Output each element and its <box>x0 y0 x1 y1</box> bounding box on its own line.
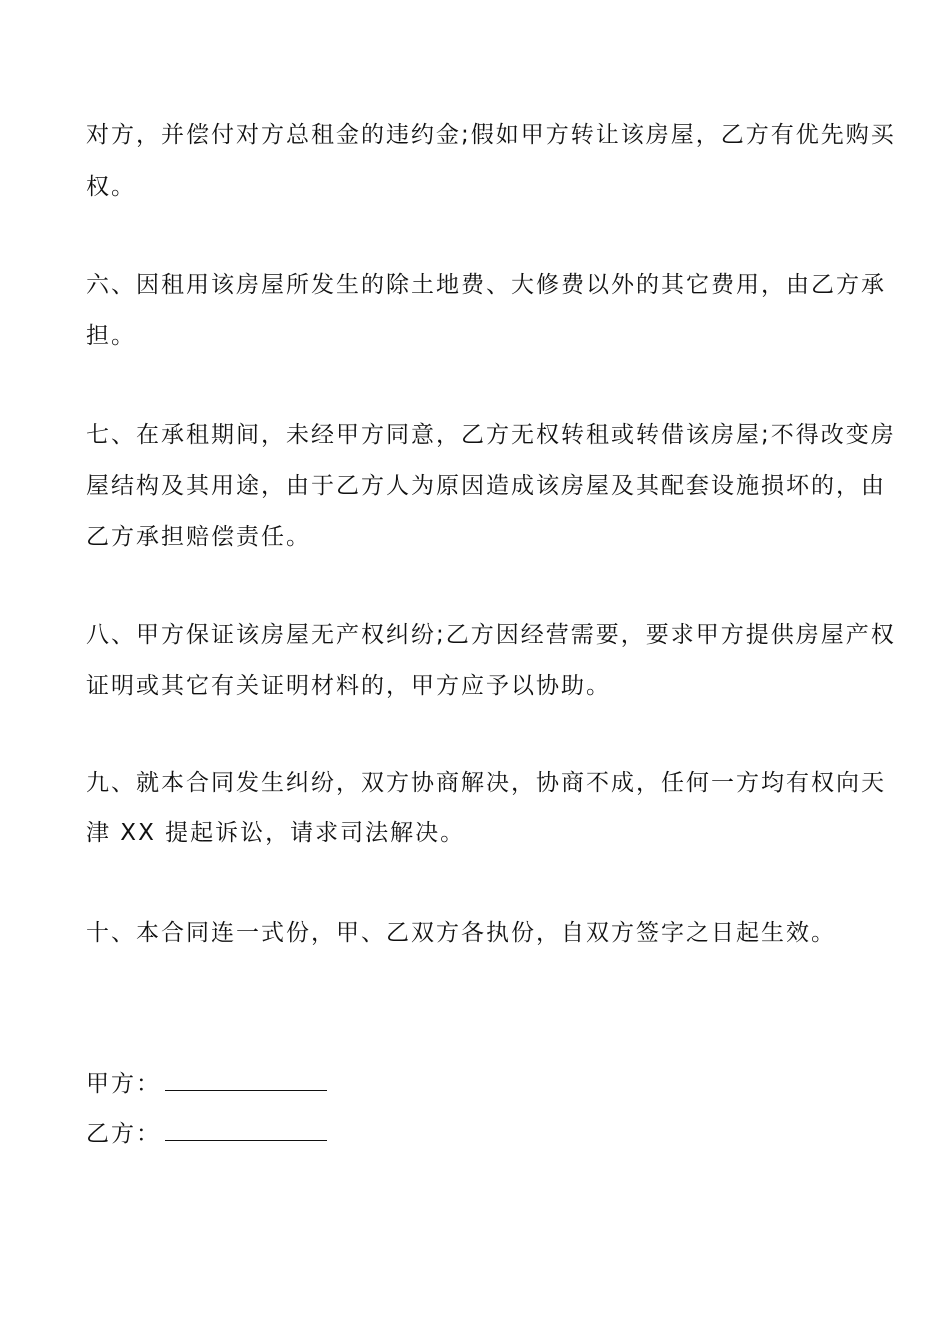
party-b-signature-blank <box>165 1118 327 1141</box>
paragraph-9-line-1: 九、就本合同发生纠纷，双方协商解决，协商不成，任何一方均有权向天 <box>86 770 886 796</box>
paragraph-8-line-2: 证明或其它有关证明材料的，甲方应予以协助。 <box>86 673 611 699</box>
paragraph-5-line-2: 权。 <box>86 174 136 200</box>
paragraph-10-line-1: 十、本合同连一式份，甲、乙双方各执份，自双方签字之日起生效。 <box>86 920 836 946</box>
paragraph-7-line-1: 七、在承租期间，未经甲方同意，乙方无权转租或转借该房屋;不得改变房 <box>86 422 896 448</box>
paragraph-8-line-1: 八、甲方保证该房屋无产权纠纷;乙方因经营需要，要求甲方提供房屋产权 <box>86 622 896 648</box>
paragraph-7-line-2: 屋结构及其用途，由于乙方人为原因造成该房屋及其配套设施损坏的，由 <box>86 473 886 499</box>
paragraph-6-line-1: 六、因租用该房屋所发生的除土地费、大修费以外的其它费用，由乙方承 <box>86 272 886 298</box>
party-a-signature <box>86 1068 327 1099</box>
paragraph-9-line-2: 津 XX 提起诉讼，请求司法解决。 <box>86 820 466 846</box>
paragraph-5-line-1: 对方，并偿付对方总租金的违约金;假如甲方转让该房屋，乙方有优先购买 <box>86 122 896 148</box>
party-b-signature <box>86 1118 327 1149</box>
paragraph-6-line-2: 担。 <box>86 323 136 349</box>
paragraph-7-line-3: 乙方承担赔偿责任。 <box>86 524 311 550</box>
party-b-label: 乙方： <box>86 1121 161 1147</box>
party-a-signature-blank <box>165 1068 327 1091</box>
party-a-label: 甲方： <box>86 1071 161 1097</box>
